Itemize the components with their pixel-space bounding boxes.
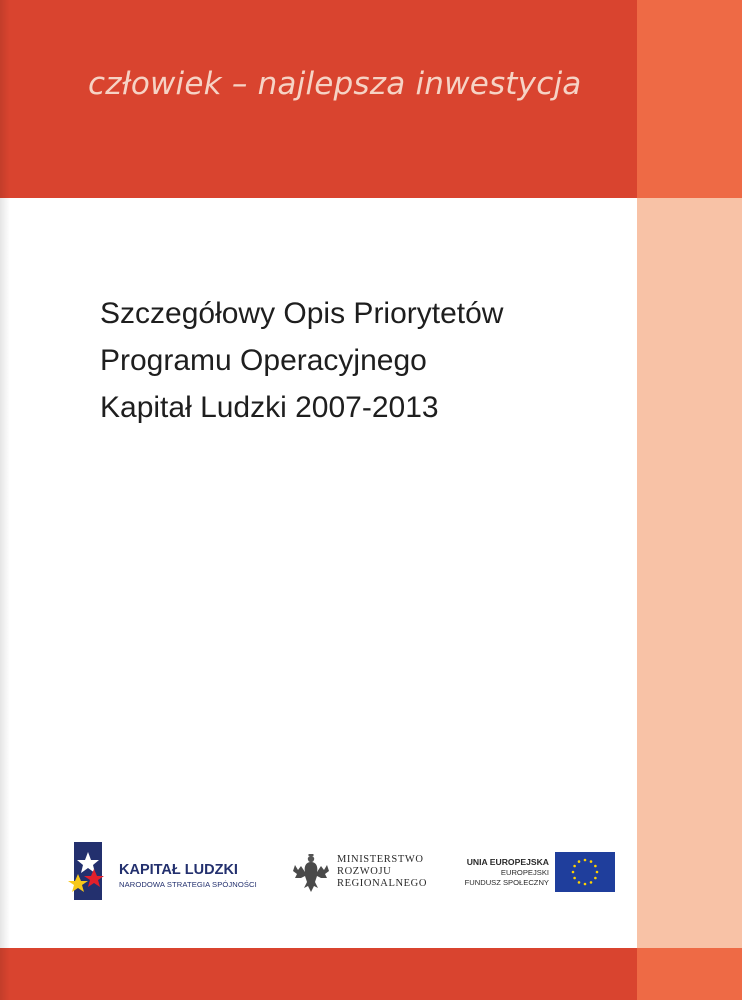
- unia-europejska-title: UNIA EUROPEJSKA: [466, 857, 549, 867]
- ministerstwo-line-1: MINISTERSTWO: [337, 854, 424, 865]
- eu-star: [584, 859, 587, 862]
- eu-star: [578, 881, 581, 884]
- eu-star: [584, 883, 587, 886]
- eu-stars-ring: [555, 852, 615, 892]
- ministerstwo-logo: [292, 852, 442, 896]
- ministerstwo-line-3: REGIONALNEGO: [337, 878, 428, 889]
- title-line-2: Programu Operacyjnego: [100, 344, 427, 377]
- efs-line-1: EUROPEJSKI: [500, 868, 549, 877]
- eu-star: [590, 881, 593, 884]
- bottom-color-band: [0, 948, 637, 1000]
- title-line-1: Szczegółowy Opis Priorytetów: [100, 297, 504, 330]
- ministerstwo-text: [337, 854, 427, 890]
- eu-star: [578, 860, 581, 863]
- eu-star: [590, 860, 593, 863]
- unia-europejska-logo: [462, 852, 622, 896]
- eagle-emblem-icon: [292, 852, 330, 894]
- cover-tagline: człowiek – najlepsza inwestycja: [88, 66, 582, 102]
- bottom-right-color-block: [637, 948, 742, 1000]
- top-right-color-block: [637, 0, 742, 198]
- eu-star: [572, 871, 575, 874]
- kapital-ludzki-title: KAPITAŁ LUDZKI: [119, 862, 238, 878]
- kapital-ludzki-star-icon: [68, 842, 108, 900]
- right-color-stripe: [637, 198, 742, 948]
- eu-star: [573, 865, 576, 868]
- eu-flag-icon: [555, 852, 615, 892]
- kapital-ludzki-subtitle: NARODOWA STRATEGIA SPÓJNOŚCI: [119, 880, 257, 889]
- eu-star: [573, 877, 576, 880]
- cover-title: [100, 290, 620, 431]
- eu-star: [594, 877, 597, 880]
- title-line-3: Kapitał Ludzki 2007-2013: [100, 391, 439, 424]
- eu-star: [594, 865, 597, 868]
- efs-line-2: FUNDUSZ SPOŁECZNY: [464, 878, 549, 887]
- unia-europejska-text: [465, 856, 549, 888]
- eu-star: [596, 871, 599, 874]
- kapital-ludzki-logo: [68, 842, 268, 902]
- spine-shadow: [0, 0, 10, 1000]
- ministerstwo-line-2: ROZWOJU: [337, 866, 392, 877]
